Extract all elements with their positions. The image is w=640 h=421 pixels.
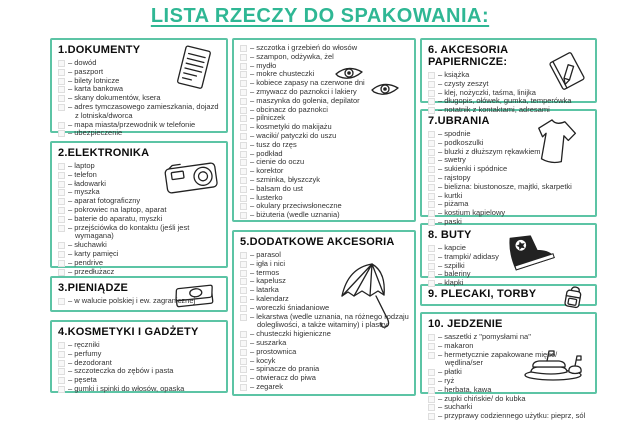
checkbox[interactable] [240, 45, 247, 52]
checklist-item [240, 211, 409, 220]
checkbox[interactable] [240, 252, 247, 259]
checkbox[interactable] [428, 271, 435, 278]
item-label: – herbata, kawa [438, 386, 491, 395]
checklist-item [428, 218, 590, 227]
item-label: – kurtki [438, 192, 463, 201]
item-label: – paski [438, 218, 463, 227]
item-label: – sucharki [438, 403, 473, 412]
item-label: – baterie do aparatu, myszki [68, 215, 162, 224]
section-pieniadze [50, 276, 228, 312]
item-label: – w walucie polskiej i ew. zagranicznej [68, 297, 195, 306]
checkbox[interactable] [58, 198, 65, 205]
checkbox[interactable] [428, 149, 435, 156]
checkbox[interactable] [240, 203, 247, 210]
item-label: – przedłużacz [68, 268, 115, 277]
item-label: – igła i nici [250, 260, 285, 269]
item-label: – książka [438, 71, 470, 80]
item-label: – słuchawki [68, 241, 108, 250]
item-label: – spodnie [438, 130, 471, 139]
item-label: – kocyk [250, 357, 276, 366]
checkbox[interactable] [428, 369, 435, 376]
checkbox[interactable] [58, 78, 65, 85]
item-label: – zegarek [250, 383, 284, 392]
section-plecaki-title: 9. PLECAKI, TORBY [428, 287, 537, 300]
checkbox[interactable] [240, 340, 247, 347]
checkbox[interactable] [240, 63, 247, 70]
item-label: – cienie do oczu [250, 158, 304, 167]
checkbox[interactable] [428, 219, 435, 226]
checklist-item [428, 412, 590, 421]
item-label: – kostium kąpielowy [438, 209, 505, 218]
checklist-item [58, 103, 221, 121]
item-label: – ładowarki [68, 180, 107, 189]
item-label: – biżuteria (wedle uznania) [250, 211, 340, 220]
item-label: – pokrowiec na laptop, aparat [68, 206, 166, 215]
page-title: LISTA RZECZY DO SPAKOWANIA: [150, 5, 490, 27]
checkbox[interactable] [58, 368, 65, 375]
item-label: – sukienki i spódnice [438, 165, 507, 174]
checkbox[interactable] [428, 245, 435, 252]
item-label: – zupki chińskie/ do kubka [438, 395, 526, 404]
checklist-jedzenie [428, 333, 590, 421]
item-label: – telefon [68, 171, 98, 180]
item-label: – adres tymczasowego zamieszkania, dojazd z lotniska/dworca [68, 103, 221, 121]
checkbox[interactable] [58, 360, 65, 367]
item-label: – hermetycznie zapakowane mięso/ wędlina/ser [438, 351, 590, 369]
checkbox[interactable] [58, 95, 65, 102]
item-label: – makaron [438, 342, 474, 351]
checklist-item [428, 106, 590, 115]
checkbox[interactable] [58, 172, 65, 179]
checkbox[interactable] [240, 159, 247, 166]
checkbox[interactable] [58, 163, 65, 170]
checkbox[interactable] [240, 287, 247, 294]
checklist-item [58, 268, 221, 277]
item-label: – pilniczek [250, 114, 286, 123]
checkbox[interactable] [240, 54, 247, 61]
item-label: – czysty zeszyt [438, 80, 488, 89]
checkbox[interactable] [240, 349, 247, 356]
item-label: – maszynka do golenia, depilator [250, 97, 360, 106]
section-dodatkowe [232, 230, 416, 396]
checkbox[interactable] [240, 314, 247, 321]
item-label: – szpilki [438, 262, 465, 271]
checkbox[interactable] [58, 386, 65, 393]
checklist-item [428, 351, 590, 369]
item-label: – latarka [250, 286, 280, 295]
checkbox[interactable] [428, 131, 435, 138]
checkbox[interactable] [428, 157, 435, 164]
checkbox[interactable] [240, 296, 247, 303]
checklist-ubrania [428, 130, 590, 227]
checkbox[interactable] [240, 71, 247, 78]
item-label: – szczotka i grzebień do włosów [250, 44, 357, 53]
item-label: – pendrive [68, 259, 104, 268]
item-label: – mydło [250, 62, 277, 71]
section-dokumenty [50, 38, 228, 138]
section-ubrania-title: 7.UBRANIA [428, 115, 490, 127]
item-label: – dezodorant [68, 359, 113, 368]
checkbox[interactable] [240, 270, 247, 277]
section-ubrania [420, 109, 597, 226]
checkbox[interactable] [240, 186, 247, 193]
checkbox[interactable] [428, 184, 435, 191]
checkbox[interactable] [240, 142, 247, 149]
checkbox[interactable] [240, 331, 247, 338]
checklist-elektronika [58, 162, 221, 276]
checkbox[interactable] [240, 358, 247, 365]
item-label: – szczoteczka do zębów i pasta [68, 367, 173, 376]
section-dokumenty-title: 1.DOKUMENTY [58, 44, 141, 56]
checkbox[interactable] [240, 151, 247, 158]
checkbox[interactable] [58, 189, 65, 196]
item-label: – parasol [250, 251, 282, 260]
column-1 [50, 38, 228, 393]
item-label: – termos [250, 269, 280, 278]
checkbox[interactable] [428, 343, 435, 350]
item-label: – mapa miasta/przewodnik w telefonie [68, 121, 195, 130]
item-label: – otwieracz do piwa [250, 374, 316, 383]
checkbox[interactable] [428, 280, 435, 287]
checkbox[interactable] [240, 177, 247, 184]
item-label: – balsam do ust [250, 185, 303, 194]
checkbox[interactable] [428, 254, 435, 261]
item-label: – skany dokumentów, ksera [68, 94, 161, 103]
section-buty-title: 8. BUTY [428, 229, 472, 241]
checkbox[interactable] [428, 404, 435, 411]
checkbox[interactable] [58, 69, 65, 76]
checklist-kosmetyki [58, 341, 221, 394]
section-elektronika-title: 2.ELEKTRONIKA [58, 147, 150, 159]
checkbox[interactable] [428, 193, 435, 200]
item-label: – aparat fotograficzny [68, 197, 140, 206]
checkbox[interactable] [428, 352, 435, 359]
checkbox[interactable] [58, 260, 65, 267]
checkbox[interactable] [240, 195, 247, 202]
checkbox[interactable] [240, 366, 247, 373]
item-label: – saszetki z "pomysłami na" [438, 333, 531, 342]
checkbox[interactable] [58, 298, 65, 305]
checklist-item [428, 279, 590, 288]
checklist-dokumenty [58, 59, 221, 138]
item-label: – pęseta [68, 376, 98, 385]
checkbox[interactable] [240, 124, 247, 131]
checkbox[interactable] [58, 60, 65, 67]
item-label: – bielizna: biustonosze, majtki, skarpetki [438, 183, 572, 192]
checklist-pieniadze [58, 297, 221, 306]
checkbox[interactable] [240, 278, 247, 285]
section-papiernicze [420, 38, 597, 115]
section-kosmetyki-title: 4.KOSMETYKI I GADŻETY [58, 326, 199, 338]
section-jedzenie [420, 312, 597, 421]
checkbox[interactable] [428, 263, 435, 270]
checkbox[interactable] [58, 225, 65, 232]
item-label: – notatnik z kontaktami, adresami [438, 106, 550, 115]
section-papiernicze-title: 6. AKCESORIA PAPIERNICZE: [428, 44, 508, 68]
item-label: – swetry [438, 156, 467, 165]
item-label: – spinacze do prania [250, 365, 319, 374]
item-label: – chusteczki higieniczne [250, 330, 331, 339]
checkbox[interactable] [58, 377, 65, 384]
item-label: – korektor [250, 167, 284, 176]
checkbox[interactable] [428, 98, 435, 105]
item-label: – kalendarz [250, 295, 290, 304]
item-label: – piżama [438, 200, 469, 209]
column-2 [232, 38, 416, 396]
item-label: – bluzki z dłuższym rękawkiem [438, 148, 541, 157]
checkbox[interactable] [428, 81, 435, 88]
section-buty [420, 223, 597, 288]
item-label: – lusterko [250, 194, 283, 203]
checkbox[interactable] [428, 378, 435, 385]
checkbox[interactable] [428, 387, 435, 394]
section-kosmetyki [50, 320, 228, 393]
item-label: – szampon, odżywka, żel [250, 53, 334, 62]
checkbox[interactable] [428, 107, 435, 114]
checkbox[interactable] [428, 175, 435, 182]
item-label: – paszport [68, 68, 104, 77]
checkbox[interactable] [58, 351, 65, 358]
item-label: – woreczki śniadaniowe [250, 304, 329, 313]
item-label: – perfumy [68, 350, 102, 359]
item-label: – podkoszulki [438, 139, 484, 148]
item-label: – laptop [68, 162, 95, 171]
item-label: – kosmetyki do makijażu [250, 123, 332, 132]
section-dodatkowe-title: 5.DODATKOWE AKCESORIA [240, 236, 395, 248]
checkbox[interactable] [428, 210, 435, 217]
checklist-item [58, 224, 221, 242]
checklist-dodatkowe [240, 251, 409, 392]
item-label: – ubezpieczenie [68, 129, 123, 138]
item-label: – podkład [250, 150, 283, 159]
item-label: – gumki i spinki do włosów, opaska [68, 385, 184, 394]
checkbox[interactable] [58, 130, 65, 137]
checkbox[interactable] [240, 168, 247, 175]
section-elektronika [50, 141, 228, 276]
item-label: – klej, nożyczki, taśma, linijka [438, 89, 536, 98]
checkbox[interactable] [58, 269, 65, 276]
item-label: – szminka, błyszczyk [250, 176, 320, 185]
checklist-papiernicze [428, 71, 590, 115]
checkbox[interactable] [240, 375, 247, 382]
item-label: – suszarka [250, 339, 287, 348]
checkbox[interactable] [58, 251, 65, 258]
item-label: – myszka [68, 188, 100, 197]
item-label: – długopis, ołówek, gumka, temperówka [438, 97, 571, 106]
item-label: – obcinacz do paznokci [250, 106, 328, 115]
item-label: – waciki/ patyczki do uszu [250, 132, 336, 141]
item-label: – kapelusz [250, 277, 287, 286]
checklist-item [240, 383, 409, 392]
checkbox[interactable] [240, 98, 247, 105]
checkbox[interactable] [240, 212, 247, 219]
item-label: – bilety lotnicze [68, 77, 119, 86]
checklist-item [58, 297, 221, 306]
checkbox[interactable] [240, 80, 247, 87]
checklist-item [240, 313, 409, 331]
item-label: – ręczniki [68, 341, 100, 350]
section-jedzenie-title: 10. JEDZENIE [428, 318, 503, 330]
checkbox[interactable] [428, 90, 435, 97]
column-3 [420, 38, 597, 421]
item-label: – zmywacz do paznokci i lakiery [250, 88, 357, 97]
item-label: – okulary przeciwsłoneczne [250, 202, 342, 211]
item-label: – tusz do rzęs [250, 141, 297, 150]
section-kosmetyki-cd [232, 38, 416, 222]
item-label: – dowód [68, 59, 97, 68]
item-label: – trampki/ adidasy [438, 253, 499, 262]
checkbox[interactable] [58, 181, 65, 188]
checkbox[interactable] [58, 216, 65, 223]
checkbox[interactable] [240, 384, 247, 391]
item-label: – płatki [438, 368, 463, 377]
item-label: – kobiece zapasy na czerwone dni [250, 79, 365, 88]
checkbox[interactable] [428, 201, 435, 208]
checkbox[interactable] [240, 89, 247, 96]
item-label: – ryż [438, 377, 455, 386]
checkbox[interactable] [58, 122, 65, 129]
item-label: – kapcie [438, 244, 467, 253]
checkbox[interactable] [428, 140, 435, 147]
checkbox[interactable] [240, 133, 247, 140]
checkbox[interactable] [428, 72, 435, 79]
checkbox[interactable] [58, 86, 65, 93]
item-label: – baleriny [438, 270, 471, 279]
item-label: – lekarstwa (wedle uznania, na różnego rodzaju dolegliwości, a także witaminy) i plastry [250, 313, 409, 331]
backpack-icon [561, 285, 587, 311]
checkbox[interactable] [58, 342, 65, 349]
item-label: – klapki [438, 279, 464, 288]
checkbox[interactable] [428, 396, 435, 403]
checkbox[interactable] [240, 261, 247, 268]
checkbox[interactable] [240, 107, 247, 114]
checkbox[interactable] [428, 166, 435, 173]
checklist-item [58, 129, 221, 138]
checkbox[interactable] [240, 115, 247, 122]
item-label: – karty pamięci [68, 250, 118, 259]
item-label: – rajstopy [438, 174, 471, 183]
item-label: – prostownica [250, 348, 297, 357]
checkbox[interactable] [58, 104, 65, 111]
checklist-buty [428, 244, 590, 288]
item-label: – mokre chusteczki [250, 70, 314, 79]
checklist-kosmetyki-cd [240, 44, 409, 220]
item-label: – przejściówka do kontaktu (jeśli jest wymagana) [68, 224, 221, 242]
checkbox[interactable] [58, 242, 65, 249]
checklist-item [58, 385, 221, 394]
checkbox[interactable] [428, 413, 435, 420]
item-label: – przyprawy codziennego użytku: pieprz, sól [438, 412, 585, 421]
item-label: – karta bankowa [68, 85, 123, 94]
checkbox[interactable] [240, 305, 247, 312]
checkbox[interactable] [428, 334, 435, 341]
checkbox[interactable] [58, 207, 65, 214]
section-pieniadze-title: 3.PIENIĄDZE [58, 282, 129, 294]
